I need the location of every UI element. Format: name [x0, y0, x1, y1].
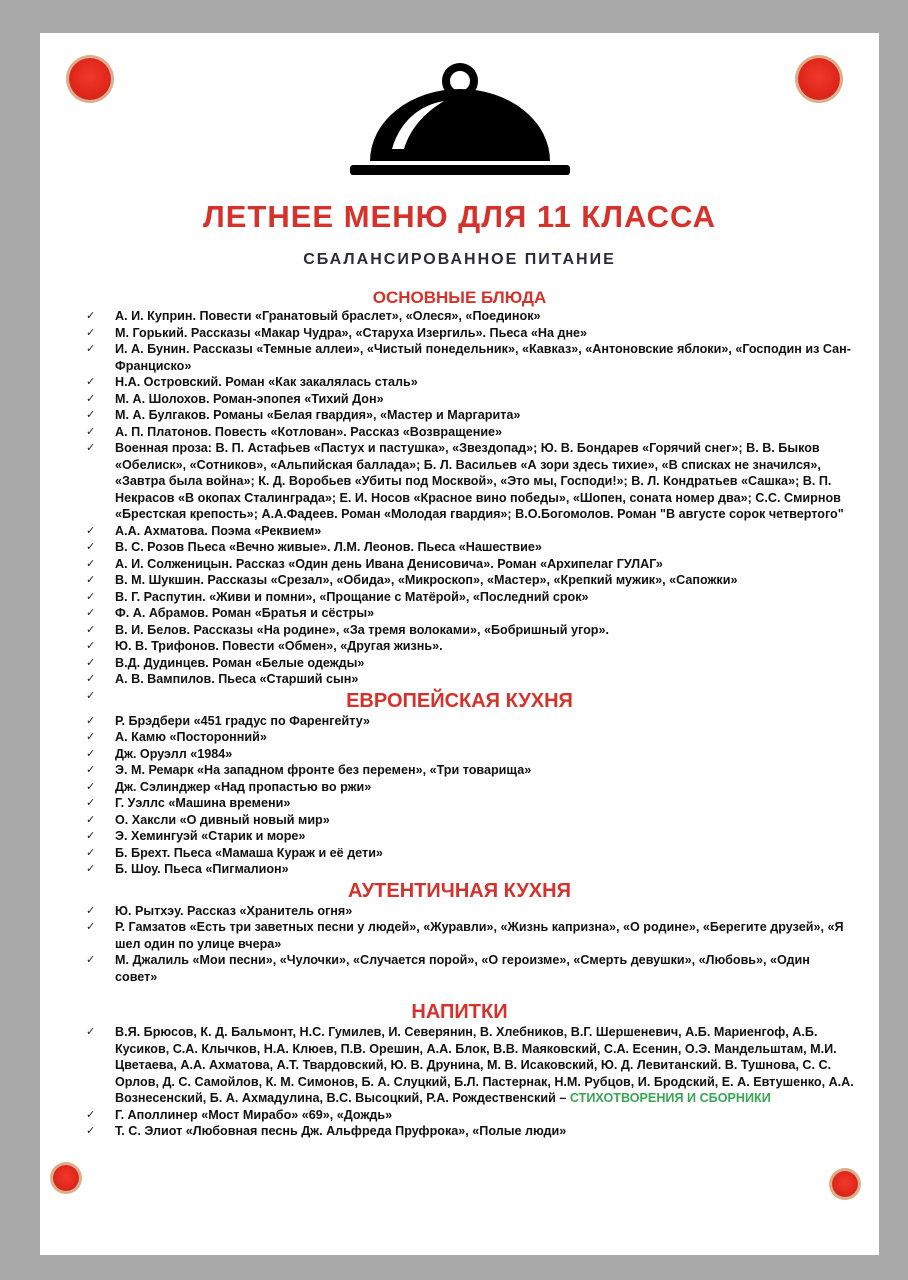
- list-item: ✓ Ю. В. Трифонов. Повести «Обмен», «Другая жизнь».: [86, 639, 443, 653]
- red-pin-icon: [53, 1165, 79, 1191]
- check-icon: ✓: [86, 863, 96, 875]
- check-icon: ✓: [86, 797, 96, 809]
- list-item: ✓ Р. Гамзатов «Есть три заветных песни у людей», «Журавли», «Жизнь капризна», «О родине», «Берегите друзей», «Я шел один по улице вчера»: [86, 920, 844, 951]
- list-item: ✓ М. А. Булгаков. Романы «Белая гвардия», «Мастер и Маргарита»: [86, 408, 521, 422]
- check-icon: ✓: [86, 557, 96, 570]
- list-item: ✓ Б. Шоу. Пьеса «Пигмалион»: [86, 862, 289, 876]
- check-icon: ✓: [86, 574, 96, 586]
- red-pin-icon: [832, 1171, 858, 1197]
- list-item: ✓ Т. С. Элиот «Любовная песнь Дж. Альфреда Пруфрока», «Полые люди»: [86, 1124, 567, 1138]
- list-item: ✓ В. С. Розов Пьеса «Вечно живые». Л.М. Леонов. Пьеса «Нашествие»: [86, 540, 542, 554]
- check-icon: ✓: [86, 425, 96, 438]
- list-item: ✓ Дж. Сэлинджер «Над пропастью во ржи»: [86, 779, 372, 794]
- check-icon: ✓: [86, 442, 96, 454]
- section-heading-european: ЕВРОПЕЙСКАЯ КУХНЯ: [346, 689, 573, 712]
- list-item: ✓ Б. Брехт. Пьеса «Мамаша Кураж и её дети»: [86, 845, 383, 860]
- check-icon: ✓: [86, 921, 96, 933]
- check-icon: ✓: [86, 541, 96, 553]
- menu-content: [84, 288, 854, 1140]
- check-icon: ✓: [86, 904, 96, 917]
- section-heading-main: ОСНОВНЫЕ БЛЮДА: [372, 288, 547, 307]
- drinks-list: [84, 1024, 854, 1140]
- list-item: ✓ А. Камю «Посторонний»: [86, 730, 267, 744]
- page-title: ЛЕТНЕЕ МЕНЮ ДЛЯ 11 КЛАССА: [203, 199, 716, 234]
- european-list: [84, 713, 854, 878]
- check-icon: ✓: [86, 747, 96, 760]
- check-icon: ✓: [86, 714, 96, 727]
- list-item: ✓ Ф. А. Абрамов. Роман «Братья и сёстры»: [86, 606, 375, 620]
- check-icon: ✓: [86, 954, 96, 966]
- list-item: ✓ А. И. Солженицын. Рассказ «Один день Ивана Денисовича». Роман «Архипелаг ГУЛАГ»: [86, 556, 663, 571]
- list-item: ✓ Н.А. Островский. Роман «Как закалялась сталь»: [86, 375, 418, 389]
- check-icon: ✓: [86, 1026, 96, 1038]
- check-icon: ✓: [86, 656, 96, 669]
- list-item: ✓ В.Д. Дудинцев. Роман «Белые одежды»: [86, 655, 365, 670]
- list-item: ✓ Г. Аполлинер «Мост Мирабо» «69», «Дождь»: [86, 1107, 393, 1122]
- list-item: ✓ В. Г. Распутин. «Живи и помни», «Прощание с Матёрой», «Последний срок»: [86, 589, 589, 604]
- check-icon: ✓: [86, 310, 96, 322]
- list-item: ✓ Г. Уэллс «Машина времени»: [86, 796, 291, 810]
- check-icon: ✓: [86, 392, 96, 405]
- check-icon: ✓: [86, 343, 96, 355]
- list-item: ✓ О. Хаксли «О дивный новый мир»: [86, 812, 330, 827]
- list-item: ✓ А. П. Платонов. Повесть «Котлован». Рассказ «Возвращение»: [86, 424, 503, 439]
- check-icon: ✓: [86, 830, 96, 842]
- section-heading-authentic: АУТЕНТИЧНАЯ КУХНЯ: [348, 879, 571, 902]
- list-item: ✓ В. И. Белов. Рассказы «На родине», «За тремя волоками», «Бобришный угор».: [86, 622, 609, 637]
- list-item: ✓ М. Джалиль «Мои песни», «Чулочки», «Случается порой», «О героизме», «Смерть девушки», «Любовь», «Один совет»: [86, 953, 810, 984]
- check-icon: ✓: [86, 780, 96, 793]
- list-item: ✓ Военная проза: В. П. Астафьев «Пастух и пастушка», «Звездопад»; Ю. В. Бондарев «Горячий снег»; В. В. Быков «Обелиск», «Сотников», «Альпийская баллада»; Б. Л. Васильев «А зори здесь тихие», «В списках не значился», «Завтра была война»; К. Д. Воробьев «Убиты под Москвой», «Это мы, Господи!»; В. Л. Кондратьев «Сашка»; В. П. Некрасов «В окопах Сталинграда»; Е. И. Носов «Красное вино победы», «Шопен, соната номер два»; С.С. Смирнов «Брестская крепость»; А.А.Фадеев. Роман «Молодая гвардия»; В.О.Богомолов. Роман "В августе сорок четвертого": [86, 441, 844, 521]
- check-icon: ✓: [86, 524, 96, 537]
- list-item: ✓ Р. Брэдбери «451 градус по Фаренгейту»: [86, 713, 371, 728]
- page-subtitle: СБАЛАНСИРОВАННОЕ ПИТАНИЕ: [303, 251, 616, 268]
- check-icon: ✓: [86, 1108, 96, 1121]
- check-icon: ✓: [86, 846, 96, 859]
- red-pin-icon: [69, 58, 111, 100]
- cloche-icon: [340, 61, 580, 179]
- check-icon: ✓: [86, 607, 96, 619]
- check-icon: ✓: [86, 764, 96, 776]
- list-item: ✓ Дж. Оруэлл «1984»: [86, 746, 233, 761]
- check-icon: ✓: [86, 689, 96, 702]
- check-icon: ✓: [86, 813, 96, 826]
- list-item: ✓ М. А. Шолохов. Роман-эпопея «Тихий Дон»: [86, 391, 384, 406]
- check-icon: ✓: [86, 623, 96, 636]
- check-icon: ✓: [86, 673, 96, 685]
- list-item: ✓ В. М. Шукшин. Рассказы «Срезал», «Обида», «Микроскоп», «Мастер», «Крепкий мужик», «Сапожки»: [86, 573, 738, 587]
- list-item: ✓ А. И. Куприн. Повести «Гранатовый браслет», «Олеся», «Поединок»: [86, 309, 541, 323]
- check-icon: ✓: [86, 640, 96, 652]
- list-item: ✓ А. В. Вампилов. Пьеса «Старший сын»: [86, 672, 359, 686]
- authentic-list: [84, 903, 854, 986]
- check-icon: ✓: [86, 1125, 96, 1137]
- check-icon: ✓: [86, 731, 96, 743]
- list-item: ✓ М. Горький. Рассказы «Макар Чудра», «Старуха Изергиль». Пьеса «На дне»: [86, 325, 588, 340]
- check-icon: ✓: [86, 409, 96, 421]
- list-item: ✓ И. А. Бунин. Рассказы «Темные аллеи», «Чистый понедельник», «Кавказ», «Антоновские яблоки», «Господин из Сан-Франциско»: [86, 342, 851, 373]
- poems-note: СТИХОТВОРЕНИЯ И СБОРНИКИ: [569, 1091, 771, 1105]
- menu-sheet: [40, 33, 879, 1255]
- section-heading-drinks: НАПИТКИ: [411, 1001, 508, 1023]
- list-item: ✓ А.А. Ахматова. Поэма «Реквием»: [86, 523, 322, 538]
- list-item: ✓ Ю. Рытхэу. Рассказ «Хранитель огня»: [86, 903, 353, 918]
- check-icon: ✓: [86, 376, 96, 388]
- check-icon: ✓: [86, 590, 96, 603]
- check-icon: ✓: [86, 326, 96, 339]
- red-pin-icon: [798, 58, 840, 100]
- list-item: ✓ В.Я. Брюсов, К. Д. Бальмонт, Н.С. Гумилев, И. Северянин, В. Хлебников, В.Г. Шершеневич, А.Б. Мариенгоф, А.Б. Кусиков, С.А. Клычков, Н.А. Клюев, П.В. Орешин, А.А. Блок, В.В. Маяковский, С.А. Есенин, О.Э. Мандельштам, М.И. Цветаева, А.А. Ахматова, А.Т. Твардовский, Ю. В. Друнина, М. В. Исаковский, Ю. Д. Левитанский. В. Тушнова, С. С. Орлов, Д. С. Самойлов, К. М. Симонов, Б. А. Слуцкий, Б.Л. Пастернак, Н.М. Рубцов, И. Бродский, Е. А. Евтушенко, А.А. Вознесенский, Б. А. Ахмадулина, В.С. Высоцкий, Р.А. Рождественский – СТИХОТВОРЕНИЯ И СБОРНИКИ: [86, 1025, 854, 1105]
- list-item: ✓ Э. Хемингуэй «Старик и море»: [86, 829, 306, 843]
- list-item: ✓ Э. М. Ремарк «На западном фронте без перемен», «Три товарища»: [86, 763, 532, 777]
